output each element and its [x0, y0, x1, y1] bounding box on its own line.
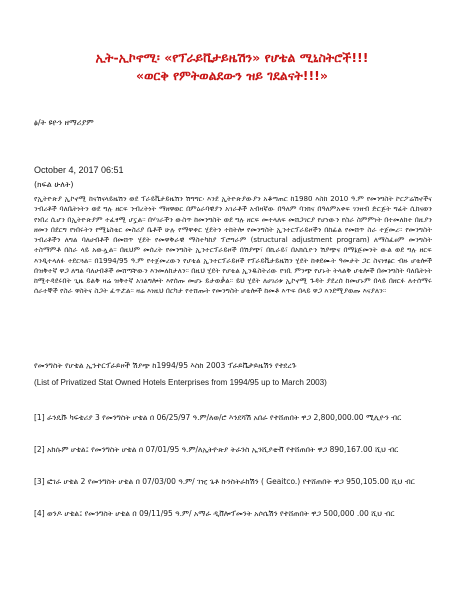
author-byline: ፅ/ት ዩዮን ዘማሪያም: [34, 118, 94, 127]
list-item: [1] ራንዴቩ ካፍቴሪያ 3 የመንግስት ሆቴል በ 06/25/97 ዓ.ም/ለወ/ሮ እንደሻሽ አበራ የተሸጠበት ዋጋ 2,800,000.00 ሚሊዮን ብር: [34, 413, 402, 422]
list-item: [4] ወንዶ ሆቴል፤ የመንግስት ሆቴል በ 09/11/95 ዓ.ም/ አማራ ዲቨሎፕመንት አሶሴሽን የተሸጠበት ዋጋ 500,000 .00 ሺህ ብር: [34, 509, 395, 518]
list-item: [3] ፎገራ ሆቴል 2 የመንግስት ሆቴል በ 07/03/00 ዓ.ም/ ገዢ ጌቶ ኩንስትራክሽን ( Geaitco.) የተሸጠበት ዋጋ 950,105.00 ሺህ ብር: [34, 477, 415, 486]
article-title-line-2: «ወርቅ የምትወልደውን ዝይ ገደልናት!!!»: [136, 68, 328, 83]
article-title-line-1: ኢት-ኢኮኖሚ፡ «የፕራይቬታይዜሽን» የሆቴል ሚኒስትሮች!!!: [95, 50, 369, 65]
list-subheading-english: (List of Privatized Stat Owned Hotels Enterprises from 1994/95 up to March 2003): [34, 378, 327, 387]
section-label: (ክፍል ሁለት): [34, 180, 74, 189]
list-item: [2] አክሱም ሆቴል፤ የመንግስት ሆቴል በ 07/01/95 ዓ.ም/ለኢትዮጵያ ትራንስ ኢንሺያቲቭ የተሸጠበት ዋጋ 890,167.00 ሺህ ብር: [34, 445, 399, 454]
list-subheading: የመንግስት የሆቴል ኢንተርፕራይዞች ሽያጭ ከ1994/95 እስከ 2003 ፕራይቬታይዜሽን የተደረጉ: [34, 361, 297, 370]
body-paragraph: የኢትዮጵያ ኢኮኖሚ ከናሽናላይዜሽን ወደ ፕራይቬታይዜሽን ሽግግር፡ እንደ ኢትዮጵያውያን አቆጣጠር ከ1980 እስከ 2010 ዓ.ም የመንግስት ኮርፖሬሽኖችና ንብረቶች ባለቤትነትን ወደ ግሉ ዘርፍ ንብረትነት ማዘዋወር በምዕራባዊያን አገራቶች አብዛኛው በዓለም ባንክና በዓለምአቀፍ ገንዘብ ድርጅት ግፊት ሲከናወን የነበረ ሲሆን በኢትዮጵያም ተፈፃሚ ሆኗል። በሃገራችን ውስጥ ከመንግስት ወደ ግሉ ዘርፍ መተላለፍ መሸጋገርያ የሆነውን የስራ ስምምነት በተመለከተ በዚያን ዘመን በደርግ የነበሩትን የሚኒስቴር መስሪያ ቤቶች ሁሉ የማዋቀር ሂደትን ተከትሎ የመንግስት ኢንተርፕራይዞችን በከፊል የመሸጥ ስራ ተጀመረ። የመንግስት ንብረቶችን ለግል ባለሀብቶች በመሸጥ ሂደት የመዋቅራዊ ማስተካከያ ፕሮግራም (structural adjustment program) ለማስፈፀም መንግስት ተስማምቶ በስራ ላይ አውሏል። በዚህም መሰረት የመንግስት ኢንተርፕራይዞች በሽያጭ፣ በኪራይ፣ በአክሲዮን ሽያጭና በማኔጅመንት ውል ወደ ግሉ ዘርፍ እንዲተላለፉ ተደርጓል። በ1994/95 ዓ.ም የተጀመረውን የሆቴል ኢንተርፕራይዞች የፕራይቬታይዜሽን ሂደት ከቀደሙት ዓመታት ጋር ስናነፃፅር ብዙ ሆቴሎች በዝቅተኛ ዋጋ ለግል ባለሀብቶች መሸጣቸውን እንመለከታለን። በዚህ ሂደት የሆቴል ኢንዱስትሪው የገቢ ምንጭ የሆኑት ትላልቅ ሆቴሎች በመንግስት ባለቤትነት ከሚተዳደሩበት ጊዜ ይልቅ ዛሬ ዝቅተኛ አገልግሎት እየሰጡ መሆኑ ይታወቃል። ይህ ሂደት ለሀገሪቱ ኢኮኖሚ ጉዳት ያደረሰ ከመሆኑም በላይ በዘርፉ ለተሰማሩ ሰራተኞች የስራ ዋስትና ስጋት ፈጥሯል። ዛሬ እነዚህ በርካታ የተሸጡት የመንግስት ሆቴሎች ከመቶ እጥፍ በላይ ዋጋ እንደሚያወጡ እናያለን።: [34, 194, 432, 296]
publish-date: October 4, 2017 06:51: [34, 165, 124, 175]
